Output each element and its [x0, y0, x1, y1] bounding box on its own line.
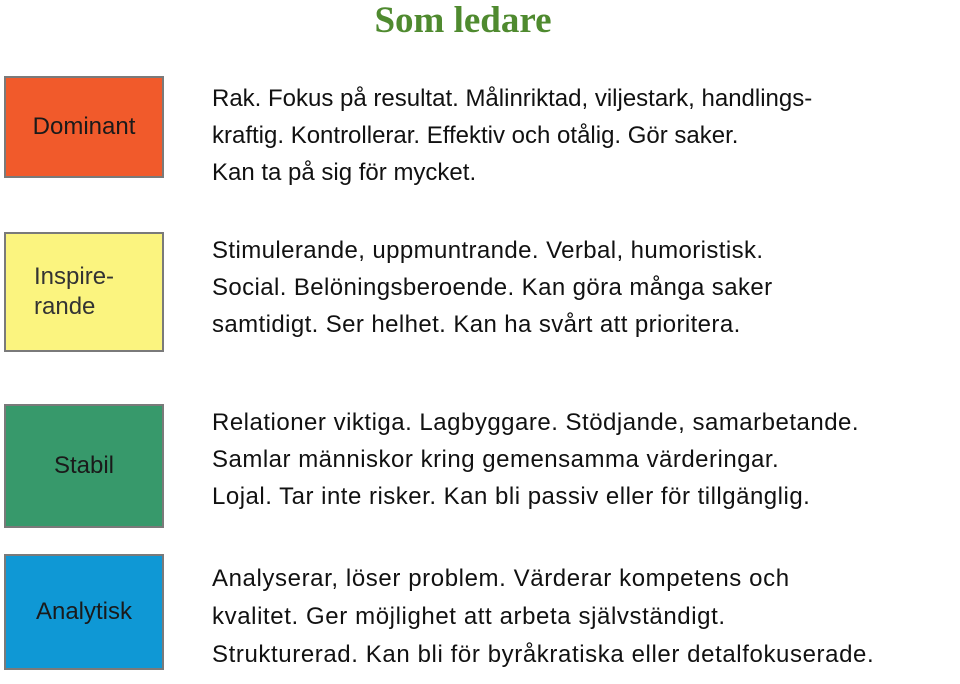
page-title: Som ledare [374, 0, 552, 41]
description-line: Stimulerande, uppmuntrande. Verbal, humoristisk. [212, 237, 764, 264]
description-line: Kan ta på sig för mycket. [212, 159, 477, 186]
description-line: Social. Belöningsberoende. Kan göra många saker [212, 274, 773, 301]
description-line: Analyserar, löser problem. Värderar kompetens och [212, 565, 790, 592]
stabil-color-box [4, 404, 164, 528]
description-line: Samlar människor kring gemensamma värderingar. [212, 446, 780, 473]
stabil-description [212, 404, 957, 515]
dominant-label: Dominant [32, 113, 136, 140]
description-line: Rak. Fokus på resultat. Målinriktad, viljestark, handlings- [212, 85, 813, 112]
inspirerande-color-box [4, 232, 164, 352]
dominant-color-box [4, 76, 164, 178]
description-line: kraftig. Kontrollerar. Effektiv och otålig. Gör saker. [212, 122, 739, 149]
description-line: kvalitet. Ger möjlighet att arbeta självständigt. [212, 603, 726, 630]
inspirerande-label-line: rande [34, 293, 96, 320]
description-line: Lojal. Tar inte risker. Kan bli passiv eller för tillgänglig. [212, 483, 811, 510]
dominant-description [212, 80, 957, 191]
analytisk-color-box [4, 554, 164, 670]
analytisk-label: Analytisk [35, 598, 133, 625]
description-line: Strukturerad. Kan bli för byråkratiska eller detalfokuserade. [212, 641, 875, 668]
inspirerande-description [212, 232, 957, 343]
stabil-label: Stabil [53, 452, 115, 479]
description-line: samtidigt. Ser helhet. Kan ha svårt att prioritera. [212, 311, 741, 338]
analytisk-description [212, 560, 957, 674]
description-line: Relationer viktiga. Lagbyggare. Stödjande, samarbetande. [212, 409, 860, 436]
inspirerande-label [34, 262, 114, 322]
inspirerande-label-line: Inspire- [34, 263, 115, 290]
